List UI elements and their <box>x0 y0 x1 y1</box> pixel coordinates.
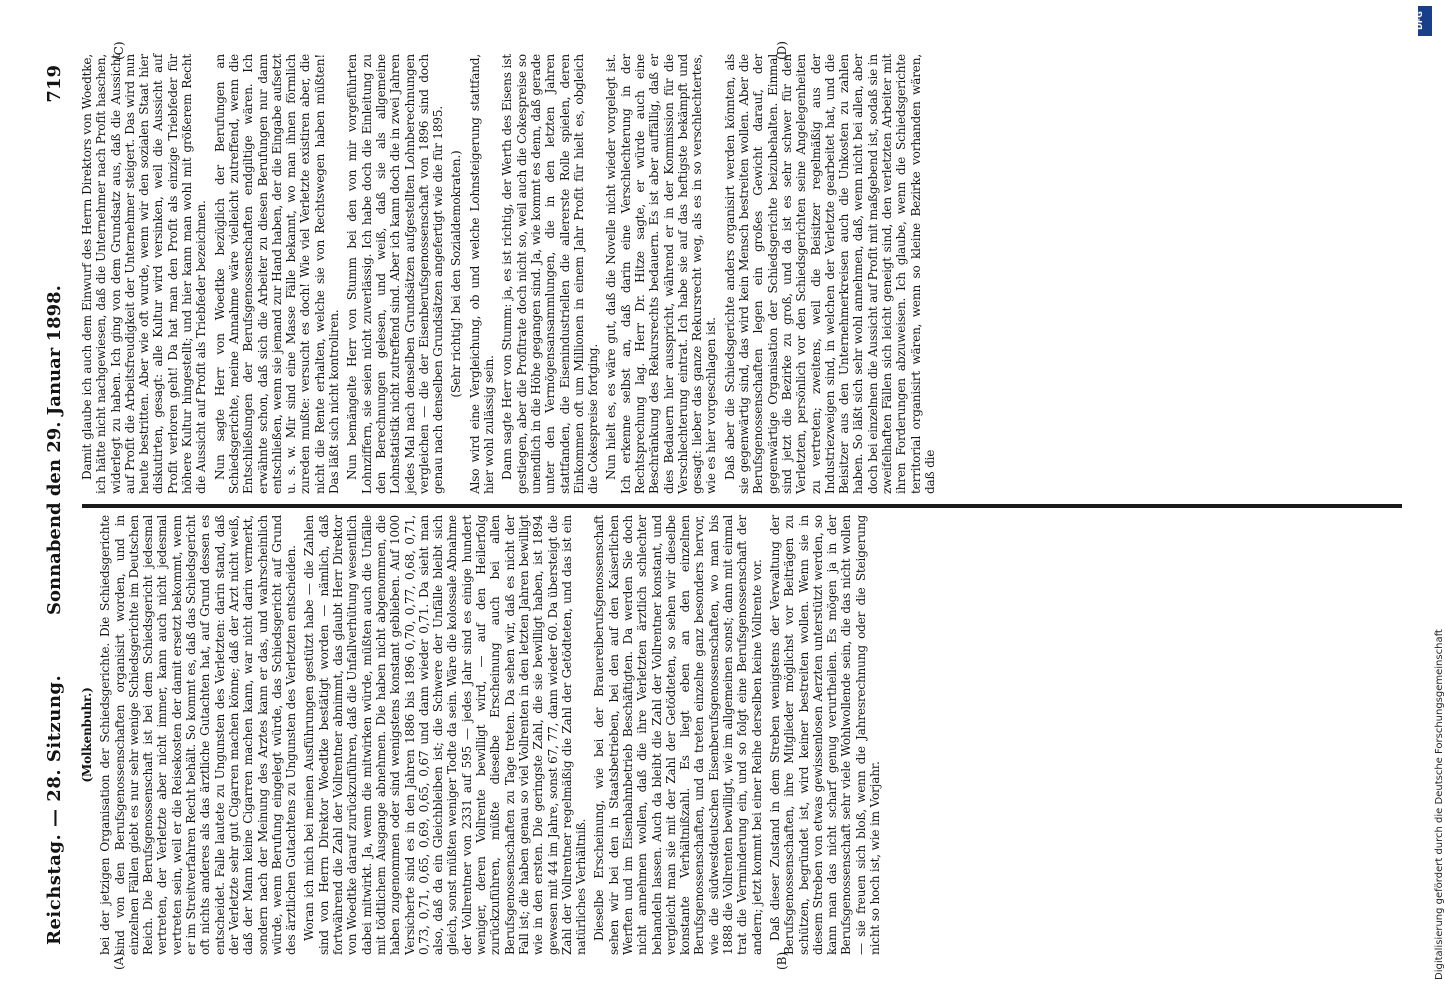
margin-marker-b: (B) <box>775 951 789 970</box>
left-paragraph: bei der jetzigen Organisation der Schiedsgerichte. Die Schiedsgerichte sind von den Berufsgenossenschaften organisirt worden, und in einzelnen Fällen giebt es nur sehr wenige Schiedsgerichte im Deutschen Reich. Die Berufsgenossenschaft ist bei dem Schiedsgericht jedesmal vertreten, der Verletzte aber nicht immer, kann auch nicht jedesmal vertreten sein, weil er die Reisekosten der damit ersetzt bekommt, wenn er im Streitverfahren Recht behält. So kommt es, daß das Schiedsgericht oft nichts anderes als das ärztliche Gutachten hat, auf Grund dessen es entscheidet. Falle lautete zu Ungunsten des Verletzten: darin stand, daß der Verletzte sehr gut Cigarren machen könne; daß der Arzt nicht weiß, daß der Mann keine Cigarren machen kann, war nicht darin vermerkt, sondern nach der Meinung des Arztes kann er das, und wahrscheinlich würde, wenn Berufung eingelegt würde, das Schiedsgericht auf Grund des ärztlichen Gutachtens zu Ungunsten des Verletzten entscheiden. <box>98 515 299 955</box>
digitization-credit: Digitalisierung gefördert durch die Deutsche Forschungsgemeinschaft <box>1434 629 1445 980</box>
margin-marker-a: (A) <box>112 951 126 970</box>
header-page-number: 719 <box>44 65 65 103</box>
right-paragraph: Nun bemängelte Herr von Stumm bei den von mir vorgeführten Lohnziffern, sie seien nicht zuverlässig. Ich habe doch die Einleitung zu den Berechnungen gelesen, und weiß, daß sie als allgemeine Lohnstatistik nicht zutreffend sind. Aber ich kann doch die in zwei Jahren jedes Mal nach denselben Grundsätzen aufgestellten Lohnberechnungen vergleichen — die der Eisenberufsgenossenschaft von 1896 sind doch genau nach denselben Grundsätzen angefertigt wie die für 1895. <box>345 54 446 494</box>
right-paragraph: Daß aber die Schiedsgerichte anders organisirt werden könnten, als sie gegenwärtig sind, das wird kein Mensch bestreiten wollen. Aber die Berufsgenossenschaften legen ein großes Gewicht darauf, der gegenwärtige Organisation der Schiedsgerichte beizubehalten. Einmal sind jetzt die Bezirke zu groß, und da ist es sehr schwer für den Verletzten, persönlich vor den Schiedsgerichten seine Angelegenheiten zu vertreten; zweitens, weil die Beisitzer regelmäßig aus der Industriezweigen sind, in welchen der Verletzte gearbeitet hat, und die Beisitzer aus den Unternehmerkreisen auch die Unkosten zu zahlen haben. So läßt sich sehr wohl annehmen, daß, wenn nicht bei allen, aber doch bei einzelnen die Aussicht auf Profit mit maßgebend ist, sodaß sie in zweifelhaften Fällen sich leicht geneigt sind, den verletzten Arbeiter mit ihren Forderungen abzuweisen. Ich glaube, wenn die Schiedsgerichte territorial organisirt wären, wenn so kleine Bezirke vorhanden wären, daß die <box>722 54 937 494</box>
margin-marker-d: (D) <box>775 41 789 60</box>
right-paragraph: Damit glaube ich auch dem Einwurf des Herrn Direktors von Woedtke, ich hätte nicht nachgewiesen, daß die Unternehmer nach Profit haschen, widerlegt zu haben. Ich ging von dem Grundsatz aus, daß die Aussicht auf Profit die Arbeitsfreudigkeit der Unternehmer steigert. Das wird nun heute bestritten. Aber wie oft wurde, wenn wir den sozialen Staat hier diskutirten, gesagt: alle Kultur wird versinken, weil die Aussicht auf Profit verloren geht! Da hat man den Profit als einzige Triebfeder für höhere Kultur hingestellt; und hier kann man wohl mit größerem Recht die Aussicht auf Profit als Triebfeder bezeichnen. <box>80 54 209 494</box>
right-column <box>80 54 1410 494</box>
header-session-title: Reichstag. — 28. Sitzung. <box>44 674 65 945</box>
left-column <box>80 515 1410 955</box>
right-paragraph: Dann sagte Herr von Stumm: ja, es ist richtig, der Werth des Eisens ist gestiegen, aber die Profitrate doch nicht so, weil auch die Cokespreise so unendlich in die Höhe gegangen sind. Ja, wie kommt es denn, daß gerade unter den Vermögensansammlungen, die in den letzten Jahren stattfanden, die Eisenindustriellen die allererste Rolle spielen, deren Einkommen oft um Millionen in einem Jahr Profit für hielt es, obgleich die Cokespreise fortging. <box>500 54 601 494</box>
left-paragraph: Woran ich mich bei meinen Ausführungen gestützt habe — die Zahlen sind von Herrn Direktor Woedtke bestätigt worden — nämlich, daß fortwährend die Zahl der Vollrentner abnimmt, das glaubt Herr Direktor von Woedtke darauf zurückzuführen, daß die Unfallverhütung wesentlich dabei mitwirkt. Ja, wenn die mitwirken würde, müßten auch die Unfälle mit tödtlichem Ausgange abnehmen. Die haben nicht abgenommen, die haben zugenommen oder sind wenigstens konstant geblieben. Auf 1000 Versicherte sind es in den Jahren 1886 bis 1896 0,70, 0,77, 0,68, 0,71, 0,73, 0,71, 0,65, 0,69, 0,65, 0,67 und dann wieder 0,71. Da sieht man also, daß da ein Gleichbleiben ist; die Schwere der Unfälle bleibt sich gleich, sonst müßten weniger Todte da sein. Wäre die kolossale Abnahme der Vollrentner von 2331 auf 595 — jedes Jahr sind es einige hundert weniger, deren Vollrente bewilligt wird, — auf den Heilerfolg zurückzuführen, müßte dieselbe Erscheinung auch bei allen Berufsgenossenschaften zu Tage treten. Da sehen wir, daß es nicht der Fall ist; die haben genau so viel Vollrenten in den letzten Jahren bewilligt wie in den ersten. Die geringste Zahl, die sie bewilligt haben, ist 1894 gewesen mit 44 im Jahre, sonst 67, 77, dann wieder 60. Da übersteigt die Zahl der Vollrentner regelmäßig die Zahl der Getödteten, und das ist ein natürliches Verhältniß. <box>302 515 589 955</box>
page-header <box>44 65 74 945</box>
right-paragraph: Nun hielt es, es wäre gut, daß die Novelle nicht wieder vorgelegt ist. Ich erkenne selbst an, daß darin eine Verschlechterung in der Rechtsprechung lag. Herr Dr. Hitze sagte, er würde auch eine Beschränkung des Rekursrechts bedauern. Es ist aber auffällig, daß er dies Bedauern hier ausspricht, während er in der Kommission für die Verschlechterung eintrat. Ich habe sie auf das heftigste bekämpft und gesagt: lieber das ganze Rekursrecht weg, als es in so verschlechtertes, wie es hier vorgeschlagen ist. <box>604 54 719 494</box>
left-paragraph: Dieselbe Erscheinung, wie bei der Brauereiberufsgenossenschaft sehen wir bei den in Staatsbetrieben, bei den auf den Kaiserlichen Werften und im Eisenbahnbetrieb Beschäftigten. Da werden Sie doch nicht annehmen wollen, daß die ihre Verletzten ärztlich schlechter behandeln lassen. Auch da bleibt die Zahl der Vollrentner konstant, und vergleicht man sie mit der Zahl der Getödteten, so sehen wir dieselbe konstante Verhältnißzahl. Es liegt eben an den einzelnen Berufsgenossenschaften, und da treten einzelne ganz besonders hervor, wie die südwestdeutschen Eisenberufsgenossenschaften, wo man bis 1888 die Vollrenten bewilligt, wie im allgemeinen sonst; dann mit einmal trat die Verminderung ein, und so folgt eine Berufsgenossenschaft der andern; jetzt kommt bei einer Reihe derselben keine Vollrente vor. <box>592 515 764 955</box>
dfg-logo: DFG <box>1418 6 1432 36</box>
speaker-label: (Molkenbuhr.) <box>80 687 94 783</box>
header-date: Sonnabend den 29. Januar 1898. <box>44 285 65 615</box>
right-paragraph: Also wird eine Vergleichung, ob und welche Lohnsteigerung stattfand, hier wohl zulässig sein. <box>467 54 497 494</box>
margin-marker-c: (C) <box>112 41 126 60</box>
left-paragraph: Daß dieser Zustand in dem Streben wenigstens der Verwaltung der Berufsgenossenschaften, ihre Mitglieder möglichst vor Beiträgen zu schützen, begründet ist, wird keiner bestreiten wollen. Wenn sie in diesem Streben von etwas gewissenlosen Aerzten unterstützt werden, so kann man das nicht scharf genug verurtheilen. Es mögen ja in der Berufsgenossenschaft sehr viele Wohlwollende sein, die das nicht wollen — sie freuen sich bloß, wenn die Jahresrechnung oder die Steigerung nicht so hoch ist, wie im Vorjahr. <box>767 515 883 955</box>
interjection: (Sehr richtig! bei den Sozialdemokraten.) <box>449 150 464 398</box>
column-divider <box>82 504 1402 508</box>
right-paragraph: Nun sagte Herr von Woedtke bezüglich der Berufungen an Schiedsgerichte, meine Annahme wäre vielleicht zutreffend, wenn die Entschließungen der Berufsgenossenschaften endgiltige wären. Ich erwähnte schon, daß sich die Arbeiter zu diesen Berufungen nur dann entschließen, wenn sie jemand zur Hand haben, der die Eingabe aufsetzt u. s. w. Mir sind eine Masse Fälle bekannt, wo man ihnen förmlich zureden mußte: versucht es doch! Wie viel Verletzte existiren aber, die nicht die Rente erhalten, welche sie von Rechtswegen haben müßten! Das läßt sich nicht kontroliren. <box>212 54 342 494</box>
